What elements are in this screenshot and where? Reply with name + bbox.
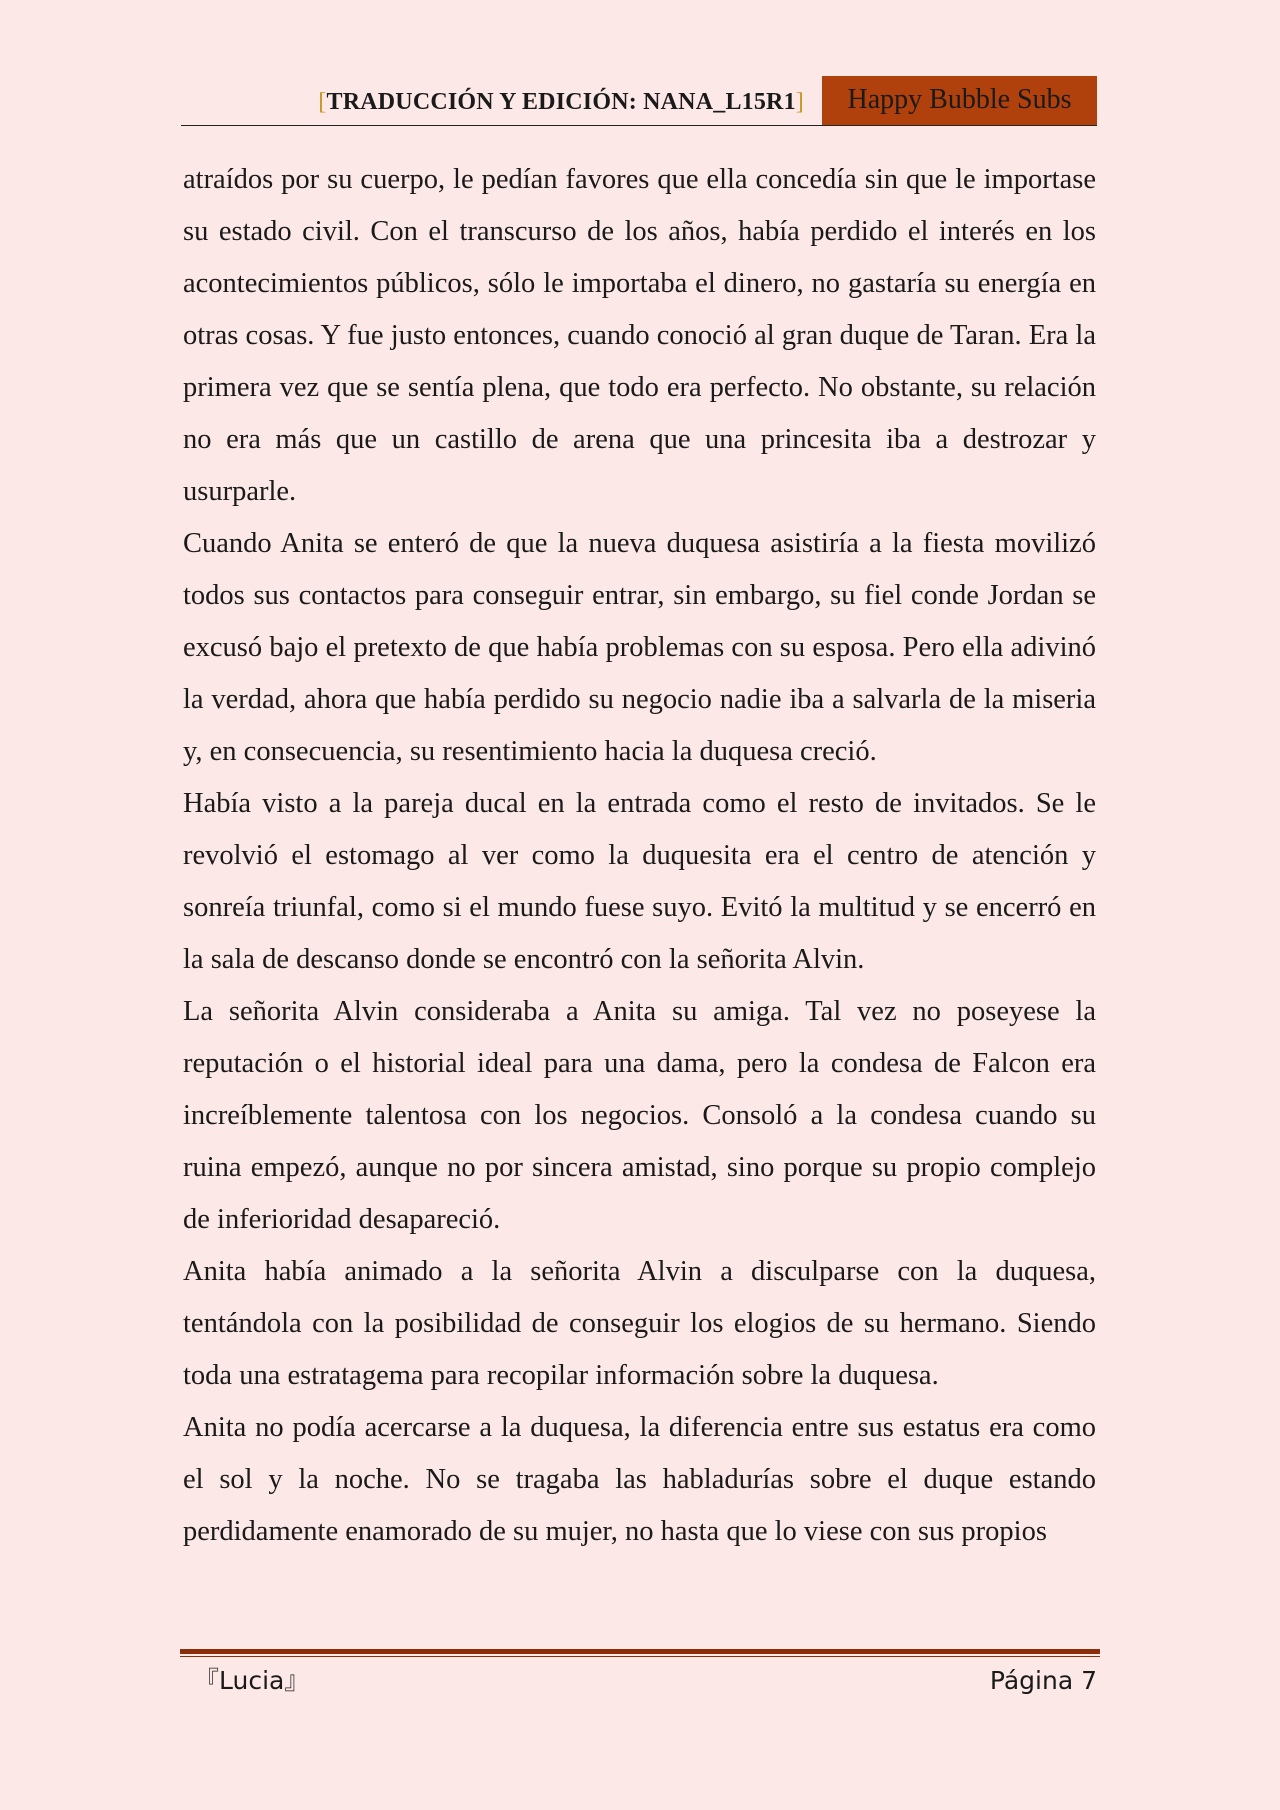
credit-bracket-open: [ <box>318 89 327 115</box>
paragraph: Anita había animado a la señorita Alvin a disculparse con la duquesa, tentándola con la posibilidad de conseguir los elogios de su hermano. Siendo toda una estratagema para recopilar información sobre la duquesa. <box>183 1256 1096 1391</box>
paragraph: La señorita Alvin consideraba a Anita su amiga. Tal vez no poseyese la reputación o el historial ideal para una dama, pero la condesa de Falcon era increíblemente talentosa con los negocios. Consoló a la condesa cuando su ruina empezó, aunque no por sincera amistad, sino porque su propio complejo de inferioridad desapareció. <box>183 996 1096 1235</box>
paragraph: Anita no podía acercarse a la duquesa, la diferencia entre sus estatus era como el sol y la noche. No se tragaba las habladurías sobre el duque estando perdidamente enamorado de su mujer, no hasta que lo viese con sus propios <box>183 1412 1096 1547</box>
body-text <box>183 154 1096 1558</box>
page-number: Página 7 <box>989 1666 1097 1695</box>
paragraph: atraídos por su cuerpo, le pedían favores que ella concedía sin que le importase su estado civil. Con el transcurso de los años, había perdido el interés en los acontecimientos públicos, sólo le importaba el dinero, no gastaría su energía en otras cosas. Y fue justo entonces, cuando conoció al gran duque de Taran. Era la primera vez que se sentía plena, que todo era perfecto. No obstante, su relación no era más que un castillo de arena que una princesita iba a destrozar y usurparle. <box>183 164 1096 507</box>
group-badge: Happy Bubble Subs <box>822 76 1097 126</box>
credit-bracket-close: ] <box>795 89 804 115</box>
paragraph: Había visto a la pareja ducal en la entrada como el resto de invitados. Se le revolvió el estomago al ver como la duquesita era el centro de atención y sonreía triunfal, como si el mundo fuese suyo. Evitó la multitud y se encerró en la sala de descanso donde se encontró con la señorita Alvin. <box>183 788 1096 975</box>
page-header <box>181 76 1097 126</box>
footer-title: 『Lucia』 <box>194 1666 310 1695</box>
translation-credit <box>318 89 804 116</box>
footer-divider-thin <box>180 1656 1100 1657</box>
credit-text: TRADUCCIÓN Y EDICIÓN: NANA_L15R1 <box>326 89 796 115</box>
footer-divider <box>180 1649 1100 1654</box>
paragraph: Cuando Anita se enteró de que la nueva duquesa asistiría a la fiesta movilizó todos sus contactos para conseguir entrar, sin embargo, su fiel conde Jordan se excusó bajo el pretexto de que había problemas con su esposa. Pero ella adivinó la verdad, ahora que había perdido su negocio nadie iba a salvarla de la miseria y, en consecuencia, su resentimiento hacia la duquesa creció. <box>183 528 1096 767</box>
header-divider <box>181 125 1097 126</box>
